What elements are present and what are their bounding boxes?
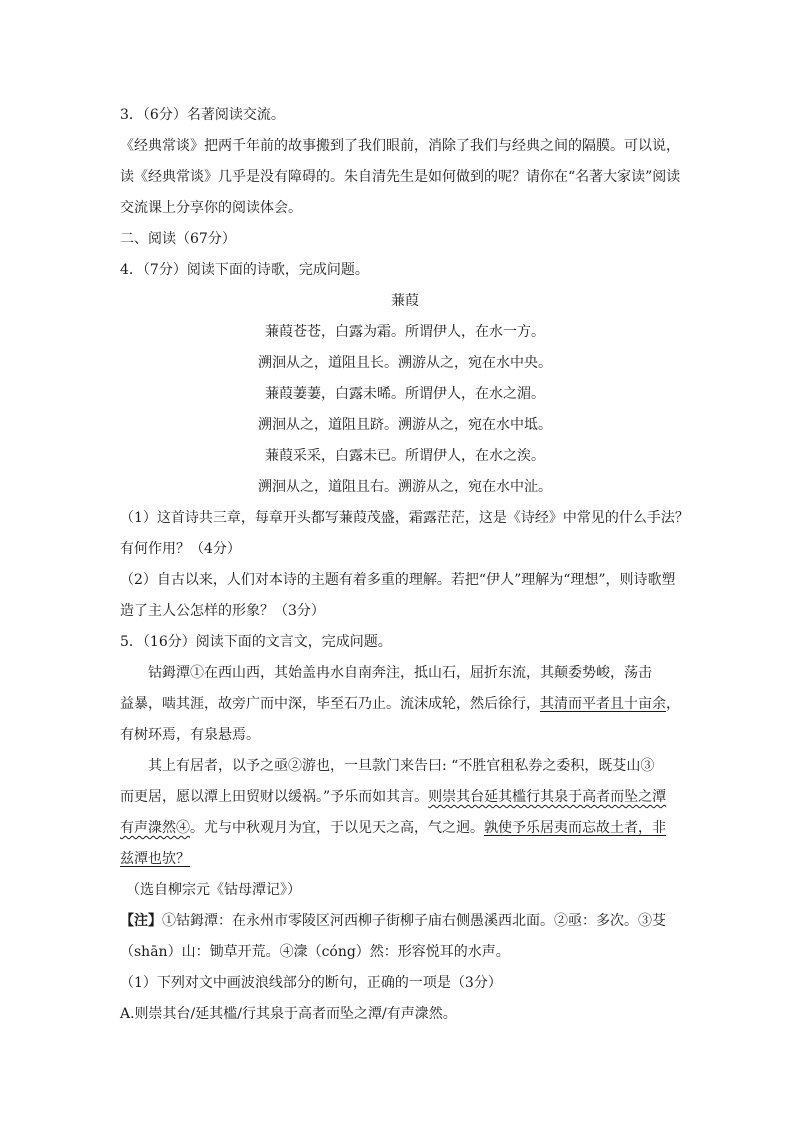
poem-line: 蒹葭采采，白露未已。所谓伊人，在水之涘。 [265,448,545,464]
q3-body-line-3: 交流课上分享你的阅读体会。 [120,200,302,216]
passage-text: ， [666,696,680,712]
underlined-sentence: 其清而平者且十亩余 [540,696,666,712]
passage-text: 。尤与中秋观月为宜，于以见天之高，气之迥。 [190,820,484,836]
section-heading-reading: 二、阅读（67分） [120,231,236,247]
q4-sub1-line-1: （1）这首诗共三章，每章开头都写蒹葭茂盛，霜露茫茫，这是《诗经》中常见的什么手法？ [120,510,689,526]
poem-line: 蒹葭苍苍，白露为霜。所谓伊人，在水一方。 [265,324,545,340]
document-page [120,100,690,1030]
poem-line: 溯洄从之，道阻且跻。溯游从之，宛在水中坻。 [258,417,552,433]
option-a: A.则崇其台/延其槛/行其泉于高者而坠之潭/有声潨然。 [120,1006,457,1022]
wavy-underlined-text: 则崇其台延其槛行其泉于高者而坠之潭 [428,789,667,805]
poem-line: 溯洄从之，道阻且长。溯游从之，宛在水中央。 [258,355,552,371]
q4-heading: 4．（7分）阅读下面的诗歌，完成问题。 [120,262,369,278]
poem-line: 溯洄从之，道阻且右。溯游从之，宛在水中沚。 [258,479,552,495]
passage-p2-line-2 [120,782,690,813]
passage-source: （选自柳宗元《钴母潭记》） [126,882,301,898]
q3-heading: 3．（6分）名著阅读交流。 [120,107,285,123]
notes-line-1 [120,906,690,937]
notes-line-2: （shān）山：锄草开荒。④潨（cóng）然：形容悦耳的水声。 [120,944,510,960]
passage-p1-line-3: 有树环焉，有泉悬焉。 [120,727,260,743]
passage-p2-line-4 [120,844,690,875]
wavy-underlined-text: 有声潨然④ [120,820,190,836]
passage-p2-line-3 [120,813,690,844]
q4-sub1-line-2: 有何作用？（4分） [120,541,241,557]
q5-sub1: （1）下列对文中画波浪线部分的断句，正确的一项是（3分） [120,975,502,991]
q5-heading: 5．（16分）阅读下面的文言文，完成问题。 [120,634,392,650]
underlined-sentence: 孰使予乐居夷而忘故土者，非 [484,820,666,836]
underlined-sentence: 兹潭也欤？ [120,851,190,867]
passage-p1-line-2 [120,689,690,720]
q3-body-line-1: 《经典常谈》把两千年前的故事搬到了我们眼前，消除了我们与经典之间的隔膜。可以说， [120,138,680,154]
passage-p2-line-1: 其上有居者，以予之亟②游也，一旦款门来告曰: “不胜官租私券之委积，既芟山③ [148,758,655,774]
passage-text: 益暴，啮其涯，故旁广而中深，毕至石乃止。流沫成轮，然后徐行， [120,696,540,712]
notes-text: ①钴鉧潭：在永州市零陵区河西柳子街柳子庙右侧愚溪西北面。②亟：多次。③芟 [162,913,666,929]
passage-p1-line-1: 钴鉧潭①在西山西，其始盖冉水自南奔注，抵山石，屈折东流，其颠委势峻，荡击 [148,665,652,681]
notes-label: 【注】 [120,913,162,929]
q3-body-line-2: 读《经典常谈》几乎是没有障碍的。朱自清先生是如何做到的呢？请你在“名著大家读”阅读 [120,169,681,185]
passage-text: 而更居，愿以潭上田贸财以缓祸。”予乐而如其言。 [120,789,429,805]
poem-line: 蒹葭萋萋，白露未晞。所谓伊人，在水之湄。 [265,386,545,402]
poem-title: 蒹葭 [391,293,419,309]
q4-sub2-line-1: （2）自古以来，人们对本诗的主题有着多重的理解。若把“伊人”理解为“理想”，则诗歌塑 [120,572,676,588]
q4-sub2-line-2: 造了主人公怎样的形象？（3分） [120,603,325,619]
